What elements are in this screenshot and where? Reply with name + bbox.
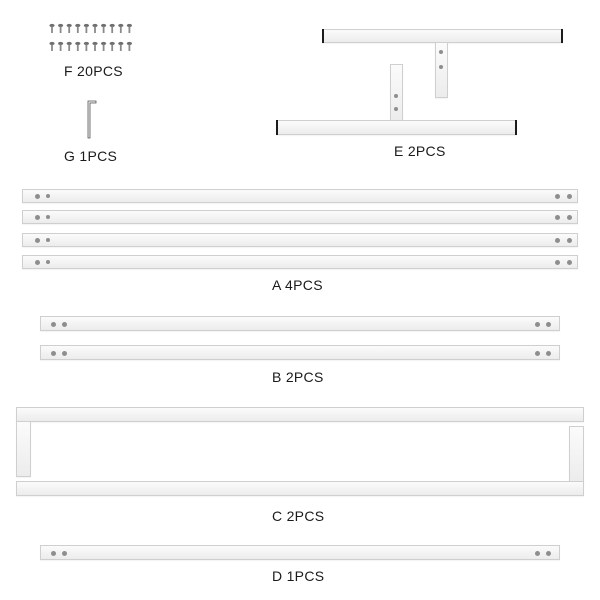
frame-c-top-bar [16,407,584,422]
screw-icon [75,24,80,33]
bracket-e-top-endcap-right [561,29,563,43]
bar-hole [46,194,50,198]
bracket-e-bottom-endcap-right [515,120,517,135]
bar-hole [555,238,560,243]
bar-hole [567,215,572,220]
bar-a [22,189,578,203]
screw-icon [127,42,132,51]
bar-a [22,233,578,247]
bracket-e-bottom-endcap-left [276,120,278,135]
bar-a [22,210,578,224]
bar-hole [46,260,50,264]
bar-hole [35,215,40,220]
screw-icon [58,24,63,33]
bar-d [40,545,560,560]
bar-hole [567,260,572,265]
part-label-b: B 2PCS [272,369,324,385]
bar-hole [567,238,572,243]
screw-icon [92,24,97,33]
bracket-e-top-hole [439,50,443,54]
bar-hole [35,194,40,199]
bar-hole [535,351,540,356]
bracket-e-top-bar [322,29,563,43]
screw-icon [84,42,89,51]
bar-a [22,255,578,269]
part-label-d: D 1PCS [272,568,325,584]
bar-hole [546,322,551,327]
bracket-e-bottom-hole [394,107,398,111]
screw-icon [118,24,123,33]
bar-hole [535,551,540,556]
frame-c-right-leg [569,426,584,482]
screw-icon [127,24,132,33]
screw-icon [75,42,80,51]
bar-hole [35,238,40,243]
part-label-f: F 20PCS [64,63,123,79]
screw-icon [110,24,115,33]
bar-hole [555,194,560,199]
screw-icon [84,24,89,33]
bar-hole [62,351,67,356]
bar-hole [62,551,67,556]
part-label-c: C 2PCS [272,508,325,524]
bar-hole [35,260,40,265]
part-label-a: A 4PCS [272,277,323,293]
bar-hole [555,260,560,265]
bar-b [40,345,560,360]
screw-icon [101,24,106,33]
screw-icon [110,42,115,51]
bar-hole [546,351,551,356]
frame-c-bottom-bar [16,481,584,496]
screw-icon [118,42,123,51]
frame-c-left-leg [16,421,31,477]
allen-key-icon [86,100,106,140]
bar-hole [51,322,56,327]
screw-icon [101,42,106,51]
bar-hole [51,551,56,556]
screw-icon [67,24,72,33]
bar-hole [546,551,551,556]
bar-b [40,316,560,331]
bracket-e-bottom-hole [394,94,398,98]
screw-icon [49,24,54,33]
bracket-e-bottom-stem [390,64,403,122]
bar-hole [46,215,50,219]
part-label-e: E 2PCS [394,143,446,159]
bar-hole [535,322,540,327]
bracket-e-top-endcap-left [322,29,324,43]
bracket-e-top-hole [439,65,443,69]
bracket-e-bottom-bar [276,120,517,135]
bar-hole [62,322,67,327]
bar-hole [46,238,50,242]
screw-icon [48,22,148,62]
screw-icon [92,42,97,51]
bar-hole [51,351,56,356]
part-label-g: G 1PCS [64,148,118,164]
screw-icon [67,42,72,51]
bar-hole [555,215,560,220]
bar-hole [567,194,572,199]
screw-icon [49,42,54,51]
screw-icon [58,42,63,51]
